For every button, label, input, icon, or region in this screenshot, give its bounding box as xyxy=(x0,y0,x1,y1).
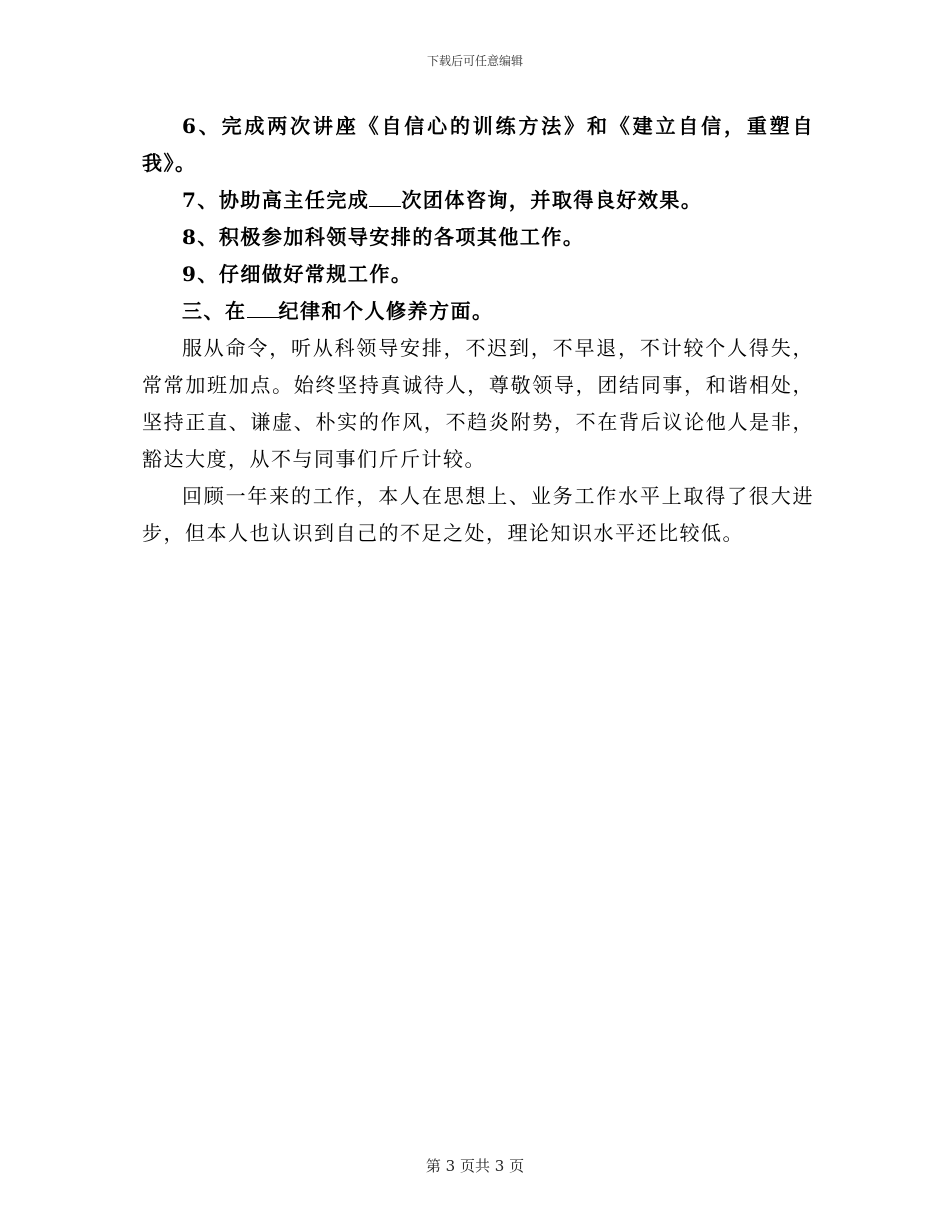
document-body xyxy=(142,108,814,552)
fill-blank xyxy=(369,188,401,207)
section-heading-3 xyxy=(142,293,814,330)
list-item-9: 9、仔细做好常规工作。 xyxy=(182,262,413,286)
page-footer: 第 3 页共 3 页 xyxy=(425,1157,525,1175)
body-paragraph-summary: 回顾一年来的工作，本人在思想上、业务工作水平上取得了很大进步，但本人也认识到自己的不足之处，理论知识水平还比较低。 xyxy=(142,484,814,545)
section-heading-3-end: 纪律和个人修养方面。 xyxy=(278,299,494,323)
section-heading-3-start: 三、在 xyxy=(182,299,247,323)
list-item-7 xyxy=(142,182,814,219)
list-item-8: 8、积极参加科领导安排的各项其他工作。 xyxy=(182,225,585,249)
list-item-6: 6、完成两次讲座《自信心的训练方法》和《建立自信，重塑自我》。 xyxy=(142,114,814,175)
page-header: 下载后可任意编辑 xyxy=(426,54,523,68)
fill-blank xyxy=(247,299,279,318)
list-item-7-text-end: 次团体咨询，并取得良好效果。 xyxy=(401,188,703,212)
body-paragraph-discipline: 服从命令，听从科领导安排，不迟到，不早退，不计较个人得失，常常加班加点。始终坚持真诚待人，尊敬领导，团结同事，和谐相处，坚持正直、谦虚、朴实的作风，不趋炎附势，不在背后议论他人是非，豁达大度，从不与同事们斤斤计较。 xyxy=(142,336,814,471)
list-item-7-text-start: 7、协助高主任完成 xyxy=(182,188,370,212)
